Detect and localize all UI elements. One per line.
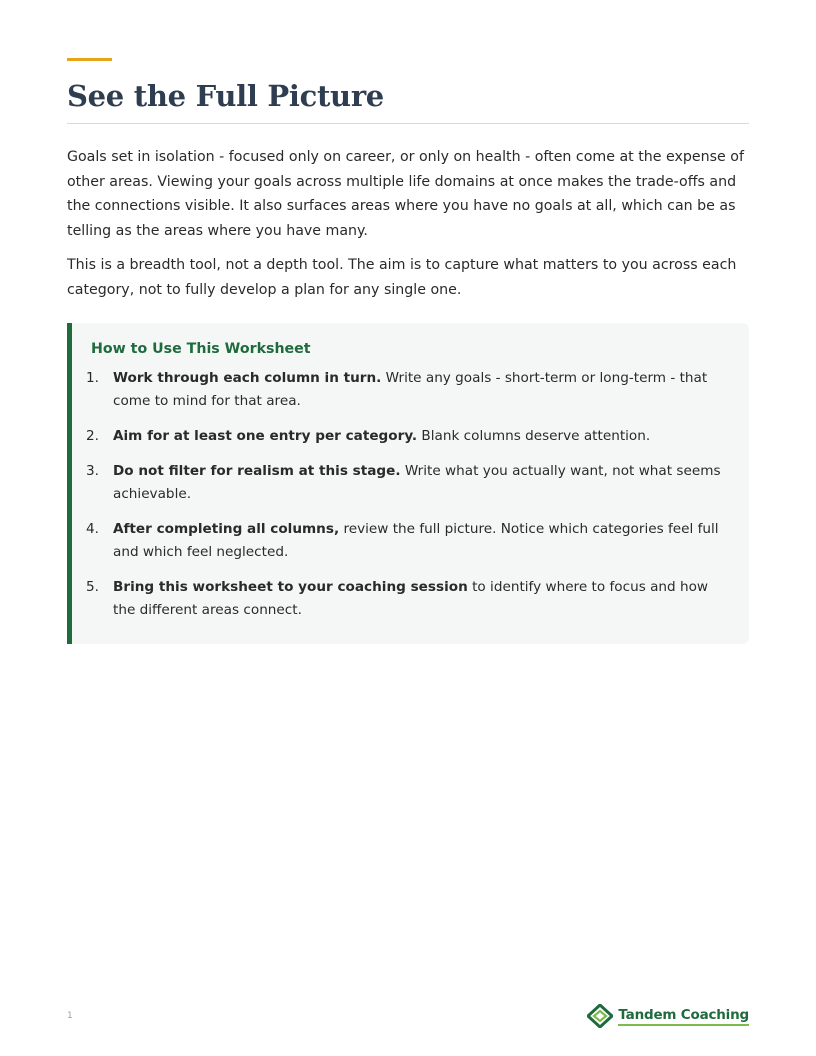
- instruction-step: [86, 576, 729, 622]
- step-lead: Aim for at least one entry per category.: [113, 428, 418, 444]
- step-text: review the full picture. Notice which categories feel full and which feel neglected.: [113, 521, 719, 560]
- brand-logo: [587, 1004, 749, 1028]
- step-text: Blank columns deserve attention.: [417, 428, 651, 444]
- instruction-steps: [86, 367, 729, 622]
- instruction-step: [86, 425, 729, 448]
- step-lead: Work through each column in turn.: [113, 370, 382, 386]
- callout-title: How to Use This Worksheet: [91, 341, 311, 357]
- instruction-step: [86, 518, 729, 564]
- intro-paragraph: This is a breadth tool, not a depth tool. The aim is to capture what matters to you across each category, not to fully develop a plan for any single one.: [67, 257, 737, 298]
- step-lead: Bring this worksheet to your coaching session: [113, 579, 468, 595]
- intro-paragraph: Goals set in isolation - focused only on career, or only on health - often come at the expense of other areas. Viewing your goals across multiple life domains at once makes the trade-offs and the connections visible. It also surfaces areas where you have no goals at all, which can be as telling as the areas where you have many.: [67, 149, 744, 239]
- step-text: to identify where to focus and how the different areas connect.: [113, 579, 709, 618]
- step-lead: After completing all columns,: [113, 521, 340, 537]
- step-lead: Do not filter for realism at this stage.: [113, 463, 401, 479]
- title-divider: [67, 123, 749, 124]
- step-number: 1.: [86, 370, 99, 386]
- step-number: 3.: [86, 463, 99, 479]
- tandem-diamond-logo-icon: [587, 1004, 613, 1028]
- brand-name: Tandem Coaching: [618, 1007, 749, 1026]
- intro-section: [67, 145, 749, 302]
- instruction-step: [86, 367, 729, 413]
- page-number: 1: [67, 1011, 73, 1021]
- instruction-step: [86, 460, 729, 506]
- step-text: Write what you actually want, not what seems achievable.: [113, 463, 721, 502]
- step-number: 5.: [86, 579, 99, 595]
- page-content: [67, 58, 749, 644]
- how-to-callout: [67, 323, 749, 644]
- step-number: 4.: [86, 521, 99, 537]
- step-number: 2.: [86, 428, 99, 444]
- page-title: See the Full Picture: [67, 79, 384, 113]
- step-text: Write any goals - short-term or long-term - that come to mind for that area.: [113, 370, 708, 409]
- title-accent-rule: [67, 58, 112, 61]
